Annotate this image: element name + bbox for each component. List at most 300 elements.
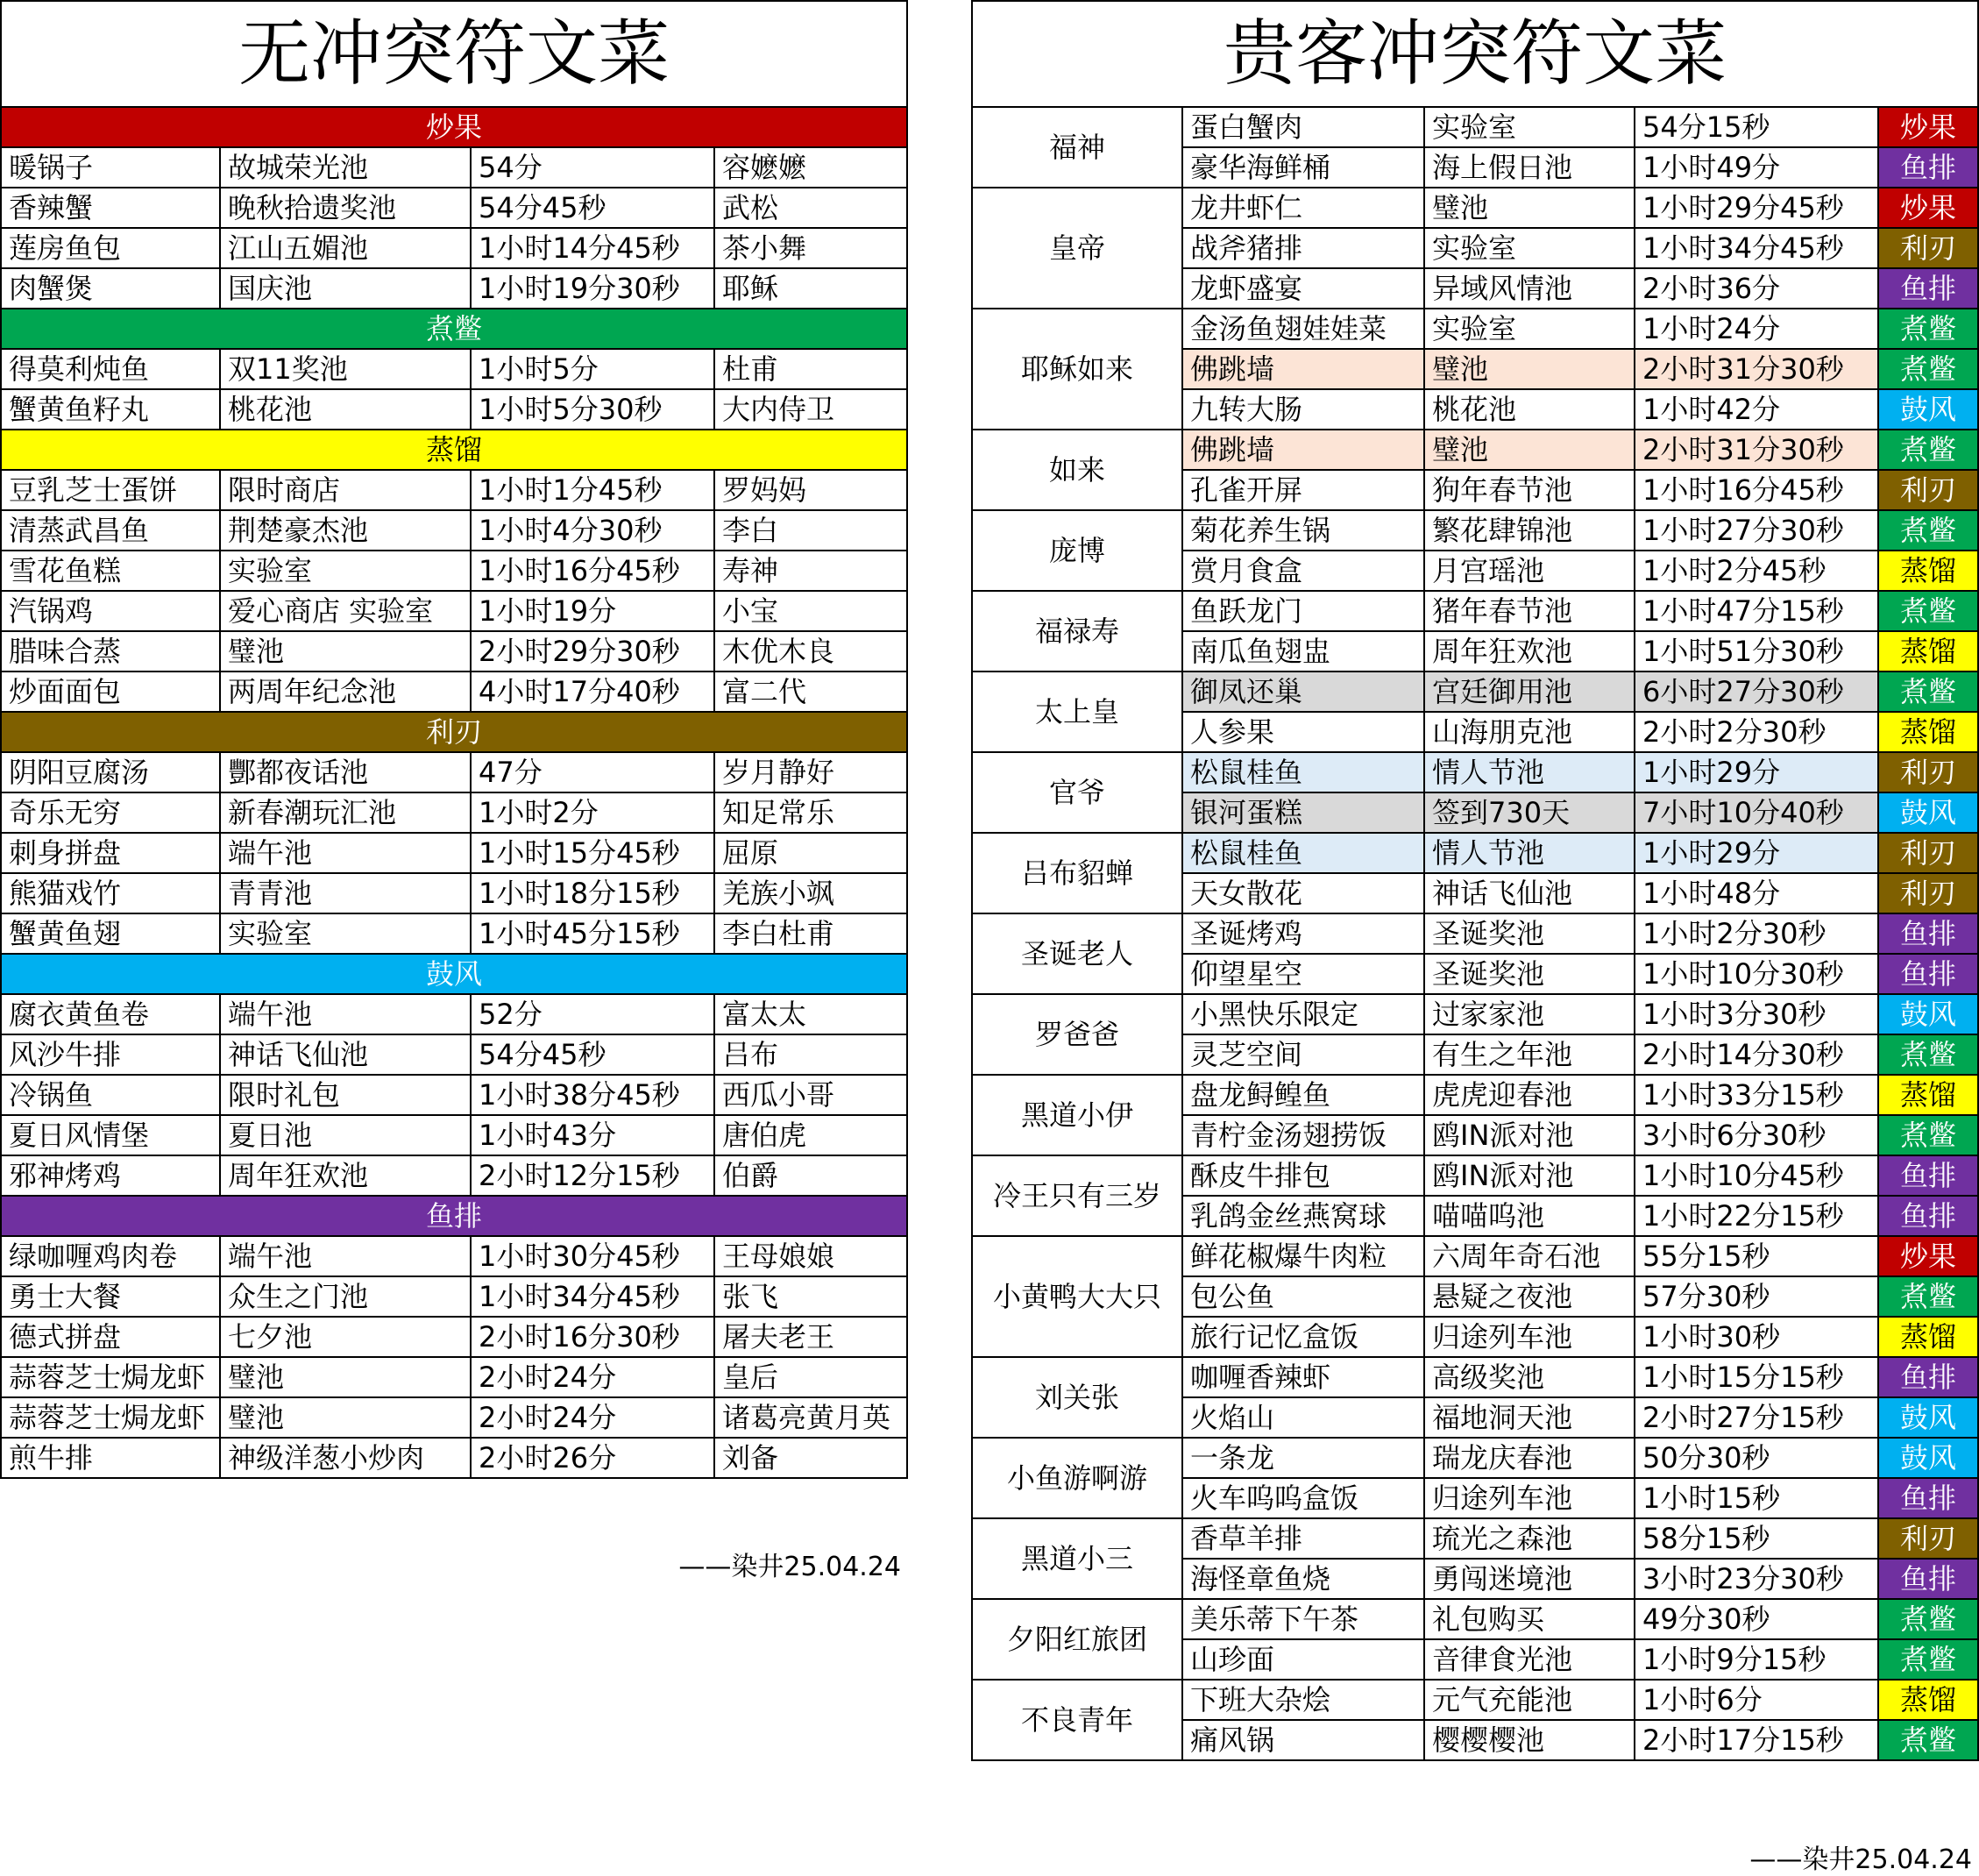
table-row xyxy=(1,1034,907,1075)
dish-source: 端午池 xyxy=(220,833,471,873)
dish-name: 冷锅鱼 xyxy=(1,1075,220,1115)
dish-time: 1小时15秒 xyxy=(1635,1478,1878,1518)
guest-name: 黑道小三 xyxy=(972,1518,1182,1599)
dish-time: 3小时6分30秒 xyxy=(1635,1115,1878,1155)
dish-name: 九转大肠 xyxy=(1182,389,1424,430)
dish-name: 旅行记忆盒饭 xyxy=(1182,1317,1424,1357)
rune-tag: 煮鳖 xyxy=(1878,510,1978,551)
table-row xyxy=(1,470,907,510)
dish-source: 琉光之森池 xyxy=(1424,1518,1635,1559)
dish-source: 过家家池 xyxy=(1424,994,1635,1034)
dish-time: 52分 xyxy=(471,994,714,1034)
rune-tag: 蒸馏 xyxy=(1878,631,1978,672)
table-row xyxy=(1,1357,907,1397)
dish-name: 刺身拼盘 xyxy=(1,833,220,873)
dish-time: 7小时10分40秒 xyxy=(1635,792,1878,833)
dish-source: 繁花肆锦池 xyxy=(1424,510,1635,551)
table-row xyxy=(972,1680,1978,1720)
dish-guest: 容嬷嬷 xyxy=(714,147,907,188)
dish-name: 香辣蟹 xyxy=(1,188,220,228)
dish-name: 蟹黄鱼籽丸 xyxy=(1,389,220,430)
rune-tag: 煮鳖 xyxy=(1878,1276,1978,1317)
table-row xyxy=(972,309,1978,349)
dish-time: 1小时43分 xyxy=(471,1115,714,1155)
dish-time: 1小时15分15秒 xyxy=(1635,1357,1878,1397)
dish-guest: 大内侍卫 xyxy=(714,389,907,430)
dish-source: 夏日池 xyxy=(220,1115,471,1155)
dish-name: 蛋白蟹肉 xyxy=(1182,107,1424,147)
guest-name: 如来 xyxy=(972,430,1182,510)
dish-source: 喵喵呜池 xyxy=(1424,1196,1635,1236)
table-row xyxy=(1,913,907,954)
table-row xyxy=(1,1236,907,1276)
table-row xyxy=(1,1397,907,1438)
dish-source: 神级洋葱小炒肉 xyxy=(220,1438,471,1478)
dish-source: 鸥IN派对池 xyxy=(1424,1115,1635,1155)
dish-name: 龙井虾仁 xyxy=(1182,188,1424,228)
rune-tag: 利刃 xyxy=(1878,873,1978,913)
table-row xyxy=(1,1115,907,1155)
dish-time: 1小时16分45秒 xyxy=(471,551,714,591)
dish-guest: 西瓜小哥 xyxy=(714,1075,907,1115)
dish-time: 1小时2分 xyxy=(471,792,714,833)
dish-name: 清蒸武昌鱼 xyxy=(1,510,220,551)
dish-name: 蒜蓉芝士焗龙虾 xyxy=(1,1357,220,1397)
rune-tag: 利刃 xyxy=(1878,228,1978,268)
dish-time: 54分15秒 xyxy=(1635,107,1878,147)
dish-guest: 吕布 xyxy=(714,1034,907,1075)
rune-tag: 鼓风 xyxy=(1878,792,1978,833)
dish-guest: 李白 xyxy=(714,510,907,551)
dish-time: 1小时34分45秒 xyxy=(471,1276,714,1317)
table-row xyxy=(972,1438,1978,1478)
dish-guest: 屈原 xyxy=(714,833,907,873)
dish-time: 54分45秒 xyxy=(471,188,714,228)
guest-name: 庞博 xyxy=(972,510,1182,591)
rune-tag: 鱼排 xyxy=(1878,147,1978,188)
dish-name: 鲜花椒爆牛肉粒 xyxy=(1182,1236,1424,1276)
dish-time: 1小时14分45秒 xyxy=(471,228,714,268)
dish-time: 1小时2分45秒 xyxy=(1635,551,1878,591)
dish-source: 爱心商店 实验室 xyxy=(220,591,471,631)
dish-source: 狗年春节池 xyxy=(1424,470,1635,510)
dish-name: 御凤还巢 xyxy=(1182,672,1424,712)
dish-time: 1小时18分15秒 xyxy=(471,873,714,913)
rune-tag: 蒸馏 xyxy=(1878,1317,1978,1357)
dish-name: 一条龙 xyxy=(1182,1438,1424,1478)
dish-guest: 武松 xyxy=(714,188,907,228)
dish-time: 55分15秒 xyxy=(1635,1236,1878,1276)
category-header: 鱼排 xyxy=(1,1196,907,1236)
dish-name: 战斧猪排 xyxy=(1182,228,1424,268)
dish-time: 1小时16分45秒 xyxy=(1635,470,1878,510)
dish-source: 荆楚豪杰池 xyxy=(220,510,471,551)
dish-name: 煎牛排 xyxy=(1,1438,220,1478)
table-row xyxy=(1,188,907,228)
dish-time: 1小时29分 xyxy=(1635,833,1878,873)
dish-name: 暖锅子 xyxy=(1,147,220,188)
right-signature: ——染井25.04.24 xyxy=(1749,1844,1972,1875)
rune-tag: 蒸馏 xyxy=(1878,551,1978,591)
guest-name: 罗爸爸 xyxy=(972,994,1182,1075)
dish-time: 1小时30分45秒 xyxy=(471,1236,714,1276)
category-header: 蒸馏 xyxy=(1,430,907,470)
dish-time: 50分30秒 xyxy=(1635,1438,1878,1478)
dish-time: 1小时15分45秒 xyxy=(471,833,714,873)
dish-time: 2小时29分30秒 xyxy=(471,631,714,672)
table-row xyxy=(972,1599,1978,1639)
dish-source: 情人节池 xyxy=(1424,752,1635,792)
dish-name: 酥皮牛排包 xyxy=(1182,1155,1424,1196)
dish-source: 高级奖池 xyxy=(1424,1357,1635,1397)
dish-name: 蟹黄鱼翅 xyxy=(1,913,220,954)
dish-name: 小黑快乐限定 xyxy=(1182,994,1424,1034)
dish-time: 1小时51分30秒 xyxy=(1635,631,1878,672)
table-row xyxy=(972,1518,1978,1559)
dish-guest: 杜甫 xyxy=(714,349,907,389)
dish-time: 2小时14分30秒 xyxy=(1635,1034,1878,1075)
dish-name: 腊味合蒸 xyxy=(1,631,220,672)
dish-source: 勇闯迷境池 xyxy=(1424,1559,1635,1599)
dish-source: 樱樱樱池 xyxy=(1424,1720,1635,1760)
dish-source: 神话飞仙池 xyxy=(1424,873,1635,913)
table-row xyxy=(972,672,1978,712)
dish-time: 2小时16分30秒 xyxy=(471,1317,714,1357)
dish-name: 南瓜鱼翅盅 xyxy=(1182,631,1424,672)
dish-guest: 王母娘娘 xyxy=(714,1236,907,1276)
dish-source: 酆都夜话池 xyxy=(220,752,471,792)
table-row xyxy=(1,268,907,309)
table-row xyxy=(972,430,1978,470)
dish-time: 1小时29分45秒 xyxy=(1635,188,1878,228)
table-row xyxy=(1,551,907,591)
category-header-row xyxy=(1,107,907,147)
table-row xyxy=(972,1357,1978,1397)
dish-name: 莲房鱼包 xyxy=(1,228,220,268)
dish-source: 宫廷御用池 xyxy=(1424,672,1635,712)
guest-name: 刘关张 xyxy=(972,1357,1182,1438)
dish-source: 新春潮玩汇池 xyxy=(220,792,471,833)
dish-source: 猪年春节池 xyxy=(1424,591,1635,631)
dish-name: 绿咖喱鸡肉卷 xyxy=(1,1236,220,1276)
dish-name: 金汤鱼翅娃娃菜 xyxy=(1182,309,1424,349)
table-row xyxy=(972,1155,1978,1196)
rune-tag: 利刃 xyxy=(1878,752,1978,792)
dish-source: 福地洞天池 xyxy=(1424,1397,1635,1438)
guest-name: 官爷 xyxy=(972,752,1182,833)
table-row xyxy=(972,994,1978,1034)
dish-source: 桃花池 xyxy=(220,389,471,430)
guest-name: 不良青年 xyxy=(972,1680,1182,1760)
rune-tag: 鼓风 xyxy=(1878,389,1978,430)
rune-tag: 利刃 xyxy=(1878,833,1978,873)
dish-name: 炒面面包 xyxy=(1,672,220,712)
table-row xyxy=(1,349,907,389)
dish-time: 1小时47分15秒 xyxy=(1635,591,1878,631)
dish-guest: 寿神 xyxy=(714,551,907,591)
dish-name: 咖喱香辣虾 xyxy=(1182,1357,1424,1397)
no-conflict-title: 无冲突符文菜 xyxy=(1,1,907,107)
dish-source: 瑞龙庆春池 xyxy=(1424,1438,1635,1478)
table-row xyxy=(972,591,1978,631)
dish-source: 音律食光池 xyxy=(1424,1639,1635,1680)
dish-guest: 罗妈妈 xyxy=(714,470,907,510)
dish-time: 3小时23分30秒 xyxy=(1635,1559,1878,1599)
dish-source: 鸥IN派对池 xyxy=(1424,1155,1635,1196)
dish-time: 1小时3分30秒 xyxy=(1635,994,1878,1034)
dish-time: 54分45秒 xyxy=(471,1034,714,1075)
dish-name: 青柠金汤翅捞饭 xyxy=(1182,1115,1424,1155)
dish-time: 47分 xyxy=(471,752,714,792)
dish-source: 两周年纪念池 xyxy=(220,672,471,712)
rune-tag: 鱼排 xyxy=(1878,1196,1978,1236)
dish-guest: 耶稣 xyxy=(714,268,907,309)
dish-time: 54分 xyxy=(471,147,714,188)
guest-name: 耶稣如来 xyxy=(972,309,1182,430)
table-row xyxy=(1,389,907,430)
dish-name: 蒜蓉芝士焗龙虾 xyxy=(1,1397,220,1438)
dish-source: 月宫瑶池 xyxy=(1424,551,1635,591)
dish-name: 邪神烤鸡 xyxy=(1,1155,220,1196)
dish-time: 2小时24分 xyxy=(471,1397,714,1438)
dish-source: 璧池 xyxy=(1424,188,1635,228)
dish-time: 2小时31分30秒 xyxy=(1635,349,1878,389)
dish-time: 57分30秒 xyxy=(1635,1276,1878,1317)
guest-name: 福禄寿 xyxy=(972,591,1182,672)
dish-time: 1小时30秒 xyxy=(1635,1317,1878,1357)
table-row xyxy=(972,1236,1978,1276)
rune-tag: 鼓风 xyxy=(1878,1438,1978,1478)
dish-source: 签到730天 xyxy=(1424,792,1635,833)
dish-guest: 羌族小飒 xyxy=(714,873,907,913)
rune-tag: 煮鳖 xyxy=(1878,309,1978,349)
dish-source: 礼包购买 xyxy=(1424,1599,1635,1639)
dish-source: 实验室 xyxy=(1424,228,1635,268)
dish-guest: 岁月静好 xyxy=(714,752,907,792)
category-header: 利刃 xyxy=(1,712,907,752)
dish-source: 情人节池 xyxy=(1424,833,1635,873)
no-conflict-table xyxy=(0,0,908,1479)
table-row xyxy=(1,228,907,268)
dish-source: 七夕池 xyxy=(220,1317,471,1357)
dish-source: 实验室 xyxy=(1424,107,1635,147)
dish-guest: 茶小舞 xyxy=(714,228,907,268)
dish-name: 仰望星空 xyxy=(1182,954,1424,994)
dish-name: 银河蛋糕 xyxy=(1182,792,1424,833)
rune-tag: 蒸馏 xyxy=(1878,1680,1978,1720)
dish-name: 孔雀开屏 xyxy=(1182,470,1424,510)
guest-name: 小黄鸭大大只 xyxy=(972,1236,1182,1357)
dish-source: 实验室 xyxy=(220,913,471,954)
dish-time: 1小时24分 xyxy=(1635,309,1878,349)
dish-guest: 富二代 xyxy=(714,672,907,712)
dish-time: 2小时24分 xyxy=(471,1357,714,1397)
guest-name: 吕布貂蝉 xyxy=(972,833,1182,913)
dish-source: 青青池 xyxy=(220,873,471,913)
dish-name: 香草羊排 xyxy=(1182,1518,1424,1559)
dish-time: 1小时10分30秒 xyxy=(1635,954,1878,994)
dish-time: 1小时49分 xyxy=(1635,147,1878,188)
category-header-row xyxy=(1,309,907,349)
dish-time: 49分30秒 xyxy=(1635,1599,1878,1639)
dish-source: 故城荣光池 xyxy=(220,147,471,188)
guest-conflict-table xyxy=(971,0,1979,1761)
dish-source: 圣诞奖池 xyxy=(1424,954,1635,994)
dish-source: 异域风情池 xyxy=(1424,268,1635,309)
table-row xyxy=(972,510,1978,551)
dish-source: 实验室 xyxy=(1424,309,1635,349)
rune-tag: 煮鳖 xyxy=(1878,349,1978,389)
dish-name: 海怪章鱼烧 xyxy=(1182,1559,1424,1599)
dish-source: 限时礼包 xyxy=(220,1075,471,1115)
rune-tag: 炒果 xyxy=(1878,1236,1978,1276)
table-row xyxy=(972,833,1978,873)
table-row xyxy=(1,631,907,672)
dish-time: 4小时17分40秒 xyxy=(471,672,714,712)
table-row xyxy=(1,147,907,188)
rune-tag: 煮鳖 xyxy=(1878,1034,1978,1075)
dish-name: 人参果 xyxy=(1182,712,1424,752)
category-header: 鼓风 xyxy=(1,954,907,994)
rune-tag: 煮鳖 xyxy=(1878,1720,1978,1760)
guest-name: 皇帝 xyxy=(972,188,1182,309)
dish-time: 1小时48分 xyxy=(1635,873,1878,913)
dish-name: 松鼠桂鱼 xyxy=(1182,833,1424,873)
dish-guest: 富太太 xyxy=(714,994,907,1034)
dish-name: 得莫利炖鱼 xyxy=(1,349,220,389)
dish-time: 1小时19分 xyxy=(471,591,714,631)
dish-time: 58分15秒 xyxy=(1635,1518,1878,1559)
table-row xyxy=(1,994,907,1034)
dish-name: 山珍面 xyxy=(1182,1639,1424,1680)
rune-tag: 鱼排 xyxy=(1878,954,1978,994)
dish-guest: 唐伯虎 xyxy=(714,1115,907,1155)
dish-name: 雪花鱼糕 xyxy=(1,551,220,591)
dish-time: 1小时19分30秒 xyxy=(471,268,714,309)
dish-source: 悬疑之夜池 xyxy=(1424,1276,1635,1317)
dish-name: 龙虾盛宴 xyxy=(1182,268,1424,309)
rune-tag: 煮鳖 xyxy=(1878,1115,1978,1155)
dish-source: 端午池 xyxy=(220,1236,471,1276)
dish-time: 1小时42分 xyxy=(1635,389,1878,430)
dish-source: 海上假日池 xyxy=(1424,147,1635,188)
table-row xyxy=(1,833,907,873)
category-header: 煮鳖 xyxy=(1,309,907,349)
rune-tag: 蒸馏 xyxy=(1878,1075,1978,1115)
table-row xyxy=(1,1075,907,1115)
dish-time: 1小时5分30秒 xyxy=(471,389,714,430)
dish-name: 风沙牛排 xyxy=(1,1034,220,1075)
dish-name: 豪华海鲜桶 xyxy=(1182,147,1424,188)
left-signature: ——染井25.04.24 xyxy=(678,1552,901,1582)
guest-name: 夕阳红旅团 xyxy=(972,1599,1182,1680)
rune-tag: 煮鳖 xyxy=(1878,430,1978,470)
dish-time: 6小时27分30秒 xyxy=(1635,672,1878,712)
dish-source: 璧池 xyxy=(1424,430,1635,470)
dish-name: 火焰山 xyxy=(1182,1397,1424,1438)
dish-guest: 李白杜甫 xyxy=(714,913,907,954)
dish-time: 2小时26分 xyxy=(471,1438,714,1478)
dish-source: 六周年奇石池 xyxy=(1424,1236,1635,1276)
dish-name: 天女散花 xyxy=(1182,873,1424,913)
dish-time: 1小时6分 xyxy=(1635,1680,1878,1720)
dish-source: 众生之门池 xyxy=(220,1276,471,1317)
dish-time: 1小时34分45秒 xyxy=(1635,228,1878,268)
dish-name: 下班大杂烩 xyxy=(1182,1680,1424,1720)
dish-name: 痛风锅 xyxy=(1182,1720,1424,1760)
rune-tag: 鱼排 xyxy=(1878,1478,1978,1518)
guest-name: 太上皇 xyxy=(972,672,1182,752)
dish-time: 2小时17分15秒 xyxy=(1635,1720,1878,1760)
dish-source: 归途列车池 xyxy=(1424,1478,1635,1518)
rune-tag: 鱼排 xyxy=(1878,268,1978,309)
dish-time: 1小时4分30秒 xyxy=(471,510,714,551)
dish-time: 1小时45分15秒 xyxy=(471,913,714,954)
dish-source: 周年狂欢池 xyxy=(1424,631,1635,672)
dish-source: 有生之年池 xyxy=(1424,1034,1635,1075)
dish-source: 璧池 xyxy=(220,631,471,672)
dish-time: 2小时12分15秒 xyxy=(471,1155,714,1196)
guest-name: 黑道小伊 xyxy=(972,1075,1182,1155)
dish-name: 圣诞烤鸡 xyxy=(1182,913,1424,954)
dish-name: 赏月食盒 xyxy=(1182,551,1424,591)
category-header-row xyxy=(1,712,907,752)
rune-tag: 蒸馏 xyxy=(1878,712,1978,752)
table-row xyxy=(972,913,1978,954)
dish-source: 璧池 xyxy=(220,1397,471,1438)
dish-name: 鱼跃龙门 xyxy=(1182,591,1424,631)
dish-name: 豆乳芝士蛋饼 xyxy=(1,470,220,510)
dish-name: 火车呜呜盒饭 xyxy=(1182,1478,1424,1518)
category-header-row xyxy=(1,954,907,994)
dish-source: 神话飞仙池 xyxy=(220,1034,471,1075)
guest-conflict-title: 贵客冲突符文菜 xyxy=(972,1,1978,107)
table-row xyxy=(1,873,907,913)
dish-guest: 皇后 xyxy=(714,1357,907,1397)
dish-source: 实验室 xyxy=(220,551,471,591)
dish-name: 灵芝空间 xyxy=(1182,1034,1424,1075)
rune-tag: 炒果 xyxy=(1878,107,1978,147)
dish-name: 乳鸽金丝燕窝球 xyxy=(1182,1196,1424,1236)
table-row xyxy=(1,591,907,631)
dish-source: 限时商店 xyxy=(220,470,471,510)
dish-guest: 木优木良 xyxy=(714,631,907,672)
dish-time: 1小时22分15秒 xyxy=(1635,1196,1878,1236)
dish-guest: 屠夫老王 xyxy=(714,1317,907,1357)
table-row xyxy=(1,1438,907,1478)
rune-tag: 煮鳖 xyxy=(1878,1639,1978,1680)
dish-name: 德式拼盘 xyxy=(1,1317,220,1357)
table-row xyxy=(1,510,907,551)
rune-tag: 鱼排 xyxy=(1878,1155,1978,1196)
rune-tag: 煮鳖 xyxy=(1878,591,1978,631)
rune-tag: 鱼排 xyxy=(1878,1357,1978,1397)
table-row xyxy=(972,188,1978,228)
dish-name: 勇士大餐 xyxy=(1,1276,220,1317)
dish-time: 2小时2分30秒 xyxy=(1635,712,1878,752)
dish-name: 菊花养生锅 xyxy=(1182,510,1424,551)
dish-time: 1小时38分45秒 xyxy=(471,1075,714,1115)
dish-source: 双11奖池 xyxy=(220,349,471,389)
dish-name: 盘龙鲟鳇鱼 xyxy=(1182,1075,1424,1115)
dish-guest: 小宝 xyxy=(714,591,907,631)
table-row xyxy=(972,752,1978,792)
rune-tag: 鼓风 xyxy=(1878,994,1978,1034)
rune-tag: 鼓风 xyxy=(1878,1397,1978,1438)
guest-name: 圣诞老人 xyxy=(972,913,1182,994)
dish-source: 晚秋拾遗奖池 xyxy=(220,188,471,228)
rune-tag: 鱼排 xyxy=(1878,1559,1978,1599)
